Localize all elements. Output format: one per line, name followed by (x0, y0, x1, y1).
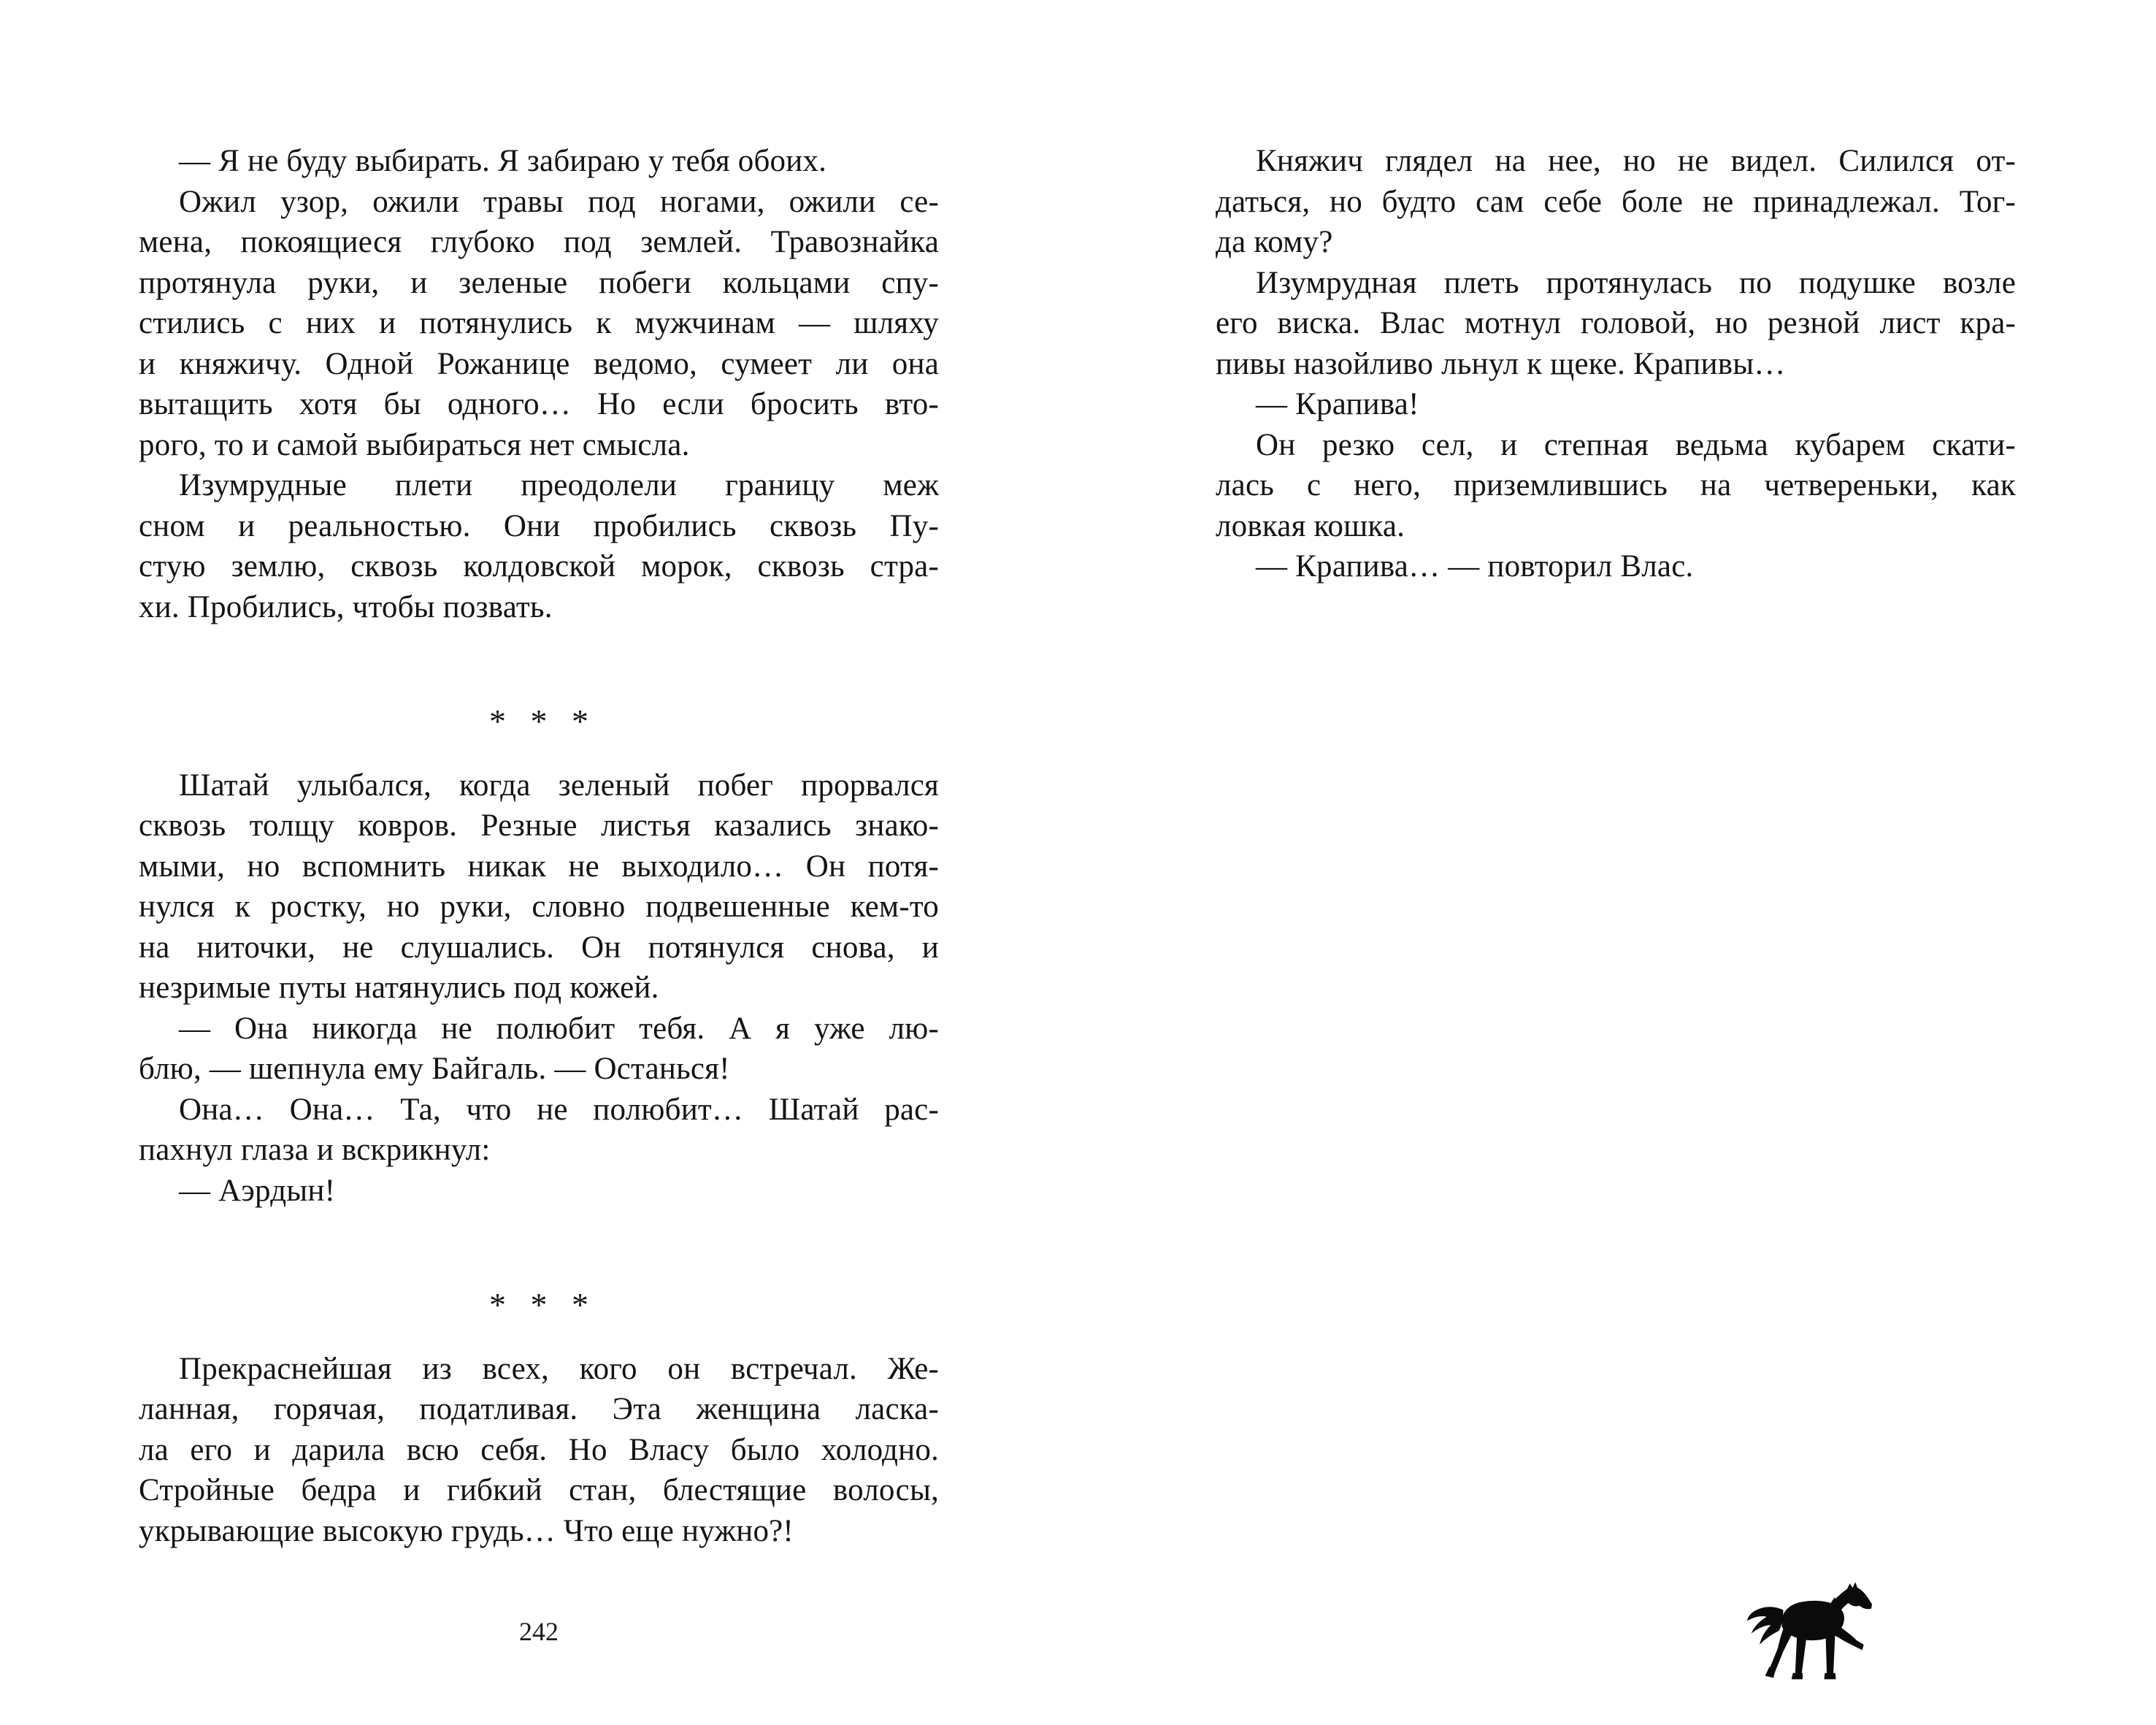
text-line: укрывающие высокую грудь… Что еще нужно?! (139, 1513, 794, 1548)
section-separator: * * * (489, 703, 588, 740)
text-line: протянула руки, и зеленые побеги кольцами спу- (139, 265, 939, 300)
text-line: и княжичу. Одной Рожанице ведомо, сумеет ли она (139, 346, 939, 381)
paragraph (1216, 425, 2016, 547)
text-line: — Крапива… — повторил Влас. (1256, 549, 1694, 584)
text-line: Прекраснейшая из всех, кого он встречал. Же- (179, 1351, 939, 1386)
text-line: — Она никогда не полюбит тебя. А я уже лю- (179, 1011, 939, 1046)
text-line: даться, но будто сам себе боле не принадлежал. Тог- (1216, 184, 2016, 219)
text-line: — Аэрдын! (179, 1173, 336, 1208)
text-line: Изумрудная плеть протянулась по подушке возле (1256, 265, 2016, 300)
paragraph (1216, 263, 2016, 385)
text-line: Княжич глядел на нее, но не видел. Силился от- (1256, 144, 2016, 178)
text-line: стились с них и потянулись к мужчинам — шляху (139, 306, 939, 340)
text-line: лась с него, приземлившись на четвереньки, как (1216, 468, 2016, 502)
text-line: незримые путы натянулись под кожей. (139, 971, 659, 1005)
text-line: — Крапива! (1256, 387, 1419, 421)
paragraph (139, 1171, 939, 1212)
text-line: мыми, но вспомнить никак не выходило… Он потя- (139, 849, 939, 884)
text-line: ланная, горячая, податливая. Эта женщина ласка- (139, 1392, 939, 1426)
text-line: пивы назойливо льнул к щеке. Крапивы… (1216, 346, 1786, 381)
text-line: Стройные бедра и гибкий стан, блестящие волосы, (139, 1473, 939, 1507)
left-page-text-column (139, 141, 939, 1551)
text-line: его виска. Влас мотнул головой, но резной лист кра- (1216, 306, 2016, 340)
text-line: стую землю, сквозь колдовской морок, сквозь стра- (139, 549, 939, 584)
text-line: мена, покоящиеся глубоко под землей. Травознайка (139, 225, 939, 259)
text-line: ла его и дарила всю себя. Но Власу было холодно. (139, 1432, 939, 1467)
section-separator: * * * (489, 1286, 588, 1323)
paragraph (139, 141, 939, 182)
text-line: Изумрудные плети преодолели границу меж (179, 468, 939, 502)
text-line: блю, — шепнула ему Байгаль. — Останься! (139, 1052, 730, 1086)
paragraph (139, 182, 939, 466)
text-line: рого, то и самой выбираться нет смысла. (139, 427, 690, 462)
text-line: Она… Она… Та, что не полюбит… Шатай рас- (179, 1092, 939, 1127)
page-number: 242 (519, 1617, 559, 1646)
text-line: Он резко сел, и степная ведьма кубарем скати- (1256, 427, 2016, 462)
paragraph (139, 465, 939, 627)
paragraph (139, 1090, 939, 1171)
paragraph (139, 765, 939, 1009)
text-line: на ниточки, не слушались. Он потянулся снова, и (139, 930, 939, 965)
right-page-text-column (1216, 141, 2016, 587)
text-line: сном и реальностью. Они пробились сквозь Пу- (139, 508, 939, 543)
text-line: Шатай улыбался, когда зеленый побег прорвался (179, 768, 939, 803)
paragraph (139, 1349, 939, 1552)
paragraph (1216, 546, 2016, 587)
text-line: вытащить хотя бы одного… Но если бросить вто- (139, 387, 939, 421)
text-line: — Я не буду выбирать. Я забираю у тебя обоих. (179, 144, 827, 178)
horse-silhouette-icon (1747, 1575, 1886, 1683)
text-line: да кому? (1216, 225, 1333, 259)
text-line: хи. Пробились, чтобы позвать. (139, 589, 553, 624)
text-line: Ожил узор, ожили травы под ногами, ожили се- (179, 184, 939, 219)
text-line: нулся к ростку, но руки, словно подвешенные кем-то (139, 890, 939, 924)
paragraph (139, 1009, 939, 1090)
text-line: сквозь толщу ковров. Резные листья казались знако- (139, 808, 939, 843)
text-line: ловкая кошка. (1216, 508, 1405, 543)
paragraph (1216, 384, 2016, 425)
text-line: пахнул глаза и вскрикнул: (139, 1133, 491, 1167)
paragraph (1216, 141, 2016, 263)
